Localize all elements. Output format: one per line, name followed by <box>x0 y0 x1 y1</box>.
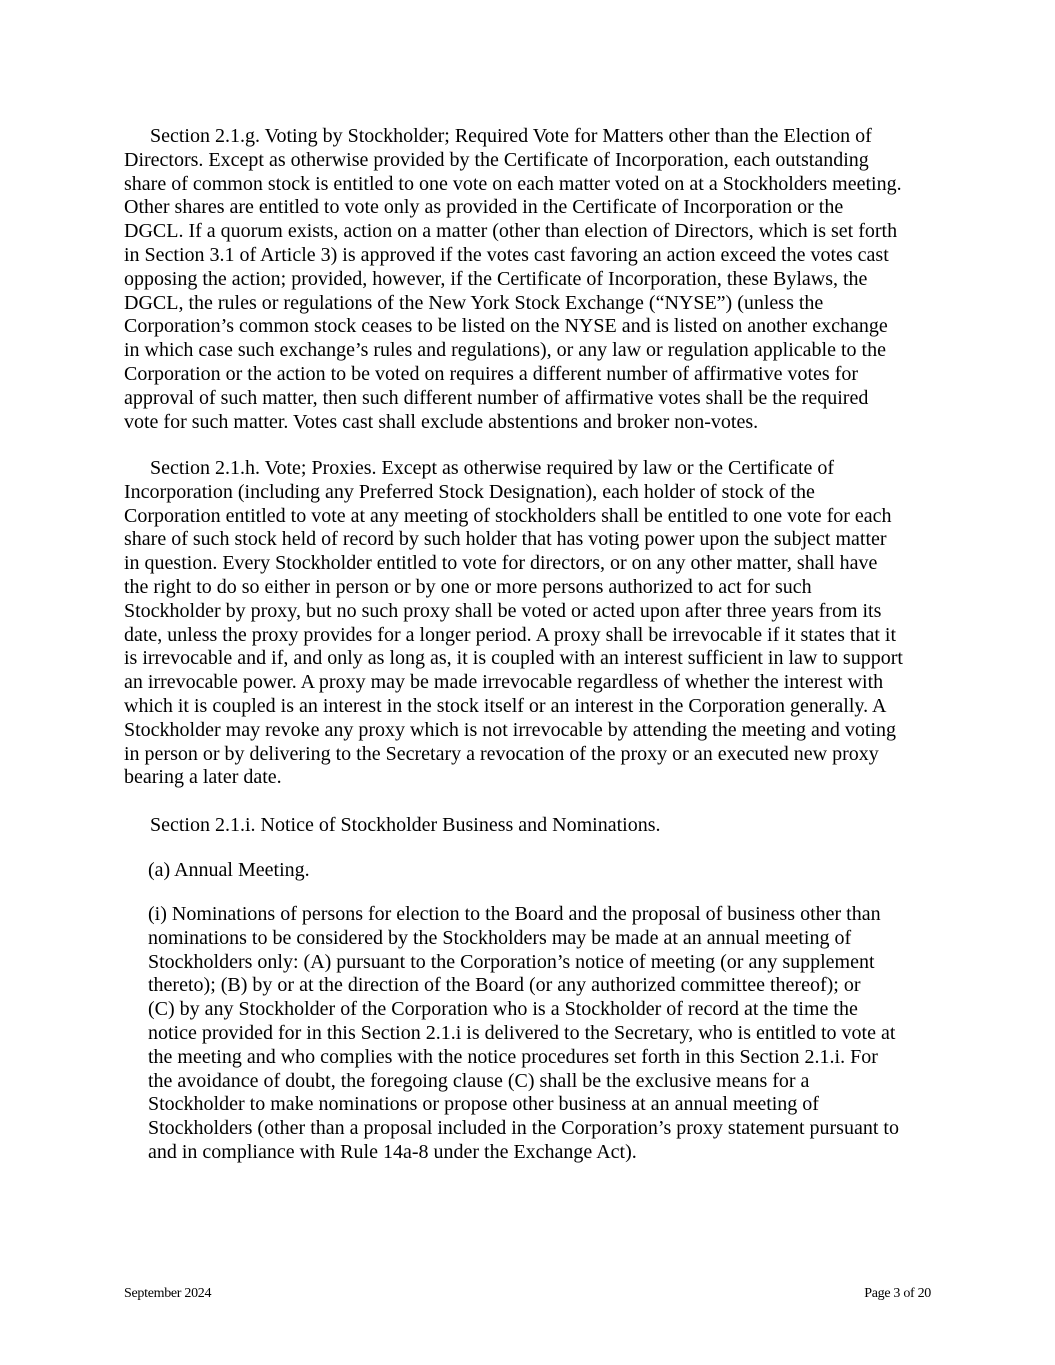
text-line: in Section 3.1 of Article 3) is approved if the votes cast favoring an action exceed the votes cast <box>124 243 889 266</box>
text-line: Corporation entitled to vote at any meeting of stockholders shall be entitled to one vote for each <box>124 504 892 527</box>
text-line: DGCL, the rules or regulations of the New York Stock Exchange (“NYSE”) (unless the <box>124 291 824 314</box>
text-line: share of common stock is entitled to one vote on each matter voted on at a Stockholders meeting. <box>124 172 902 195</box>
text-line: Incorporation (including any Preferred Stock Designation), each holder of stock of the <box>124 480 815 503</box>
text-line: share of such stock held of record by such holder that has voting power upon the subject matter <box>124 528 887 551</box>
text-line: in which case such exchange’s rules and regulations), or any law or regulation applicable to the <box>124 339 886 362</box>
text-line: in question. Every Stockholder entitled to vote for directors, or on any other matter, shall have <box>124 552 878 575</box>
section-2-1-h <box>124 457 903 790</box>
text-line: Corporation’s common stock ceases to be listed on the NYSE and is listed on another exchange <box>124 315 888 338</box>
text-line: nominations to be considered by the Stockholders may be made at an annual meeting of <box>148 926 852 949</box>
text-line: an irrevocable power. A proxy may be made irrevocable regardless of whether the interest with <box>124 671 884 694</box>
text-line: Section 2.1.g. Voting by Stockholder; Required Vote for Matters other than the Election of <box>150 125 872 147</box>
text-line: Stockholders (other than a proposal included in the Corporation’s proxy statement pursuant to <box>148 1117 899 1140</box>
text-line: thereto); (B) by or at the direction of the Board (or any authorized committee thereof); or <box>148 974 861 997</box>
text-line: opposing the action; provided, however, if the Certificate of Incorporation, these Bylaws, the <box>124 267 868 290</box>
footer-date: September 2024 <box>124 1286 212 1301</box>
annual-meeting-heading <box>148 859 310 883</box>
text-line: and in compliance with Rule 14a-8 under the Exchange Act). <box>148 1140 637 1163</box>
text-line: DGCL. If a quorum exists, action on a matter (other than election of Directors, which is set forth <box>124 220 898 243</box>
text-line: Section 2.1.i. Notice of Stockholder Business and Nominations. <box>150 814 661 836</box>
text-line: date, unless the proxy provides for a longer period. A proxy shall be irrevocable if it states that it <box>124 623 897 646</box>
text-line: (C) by any Stockholder of the Corporation who is a Stockholder of record at the time the <box>148 998 858 1021</box>
text-line: Corporation or the action to be voted on requires a different number of affirmative votes for <box>124 362 859 385</box>
text-line: is irrevocable and if, and only as long as, it is coupled with an interest sufficient in law to support <box>124 647 903 670</box>
text-line: vote for such matter. Votes cast shall exclude abstentions and broker non-votes. <box>124 410 759 433</box>
text-line: the right to do so either in person or by one or more persons authorized to act for such <box>124 575 812 598</box>
text-line: approval of such matter, then such different number of affirmative votes shall be the required <box>124 386 869 409</box>
text-line: Directors. Except as otherwise provided by the Certificate of Incorporation, each outstanding <box>124 148 869 171</box>
footer-page-number: Page 3 of 20 <box>864 1286 931 1301</box>
text-line: (a) Annual Meeting. <box>148 859 310 881</box>
text-line: in person or by delivering to the Secretary a revocation of the proxy or an executed new proxy <box>124 742 879 765</box>
text-line: the meeting and who complies with the notice procedures set forth in this Section 2.1.i. For <box>148 1045 878 1068</box>
text-line: notice provided for in this Section 2.1.i is delivered to the Secretary, who is entitled to vote at <box>148 1021 896 1044</box>
text-line: Stockholder to make nominations or propose other business at an annual meeting of <box>148 1093 819 1116</box>
section-2-1-g <box>124 125 902 434</box>
text-line: bearing a later date. <box>124 766 282 789</box>
text-line: Stockholder by proxy, but no such proxy shall be voted or acted upon after three years from its <box>124 599 882 622</box>
text-line: Section 2.1.h. Vote; Proxies. Except as otherwise required by law or the Certificate of <box>150 457 835 479</box>
text-line: Stockholders only: (A) pursuant to the Corporation’s notice of meeting (or any supplement <box>148 950 875 973</box>
annual-meeting-clause-i <box>148 903 899 1165</box>
section-2-1-i-heading <box>124 814 661 838</box>
text-line: Stockholder may revoke any proxy which is not irrevocable by attending the meeting and voting <box>124 718 897 741</box>
text-line: which it is coupled is an interest in the stock itself or an interest in the Corporation generally. A <box>124 694 887 717</box>
text-line: the avoidance of doubt, the foregoing clause (C) shall be the exclusive means for a <box>148 1069 810 1092</box>
text-line: Other shares are entitled to vote only as provided in the Certificate of Incorporation or the <box>124 196 844 219</box>
text-line: (i) Nominations of persons for election to the Board and the proposal of business other than <box>148 903 881 925</box>
